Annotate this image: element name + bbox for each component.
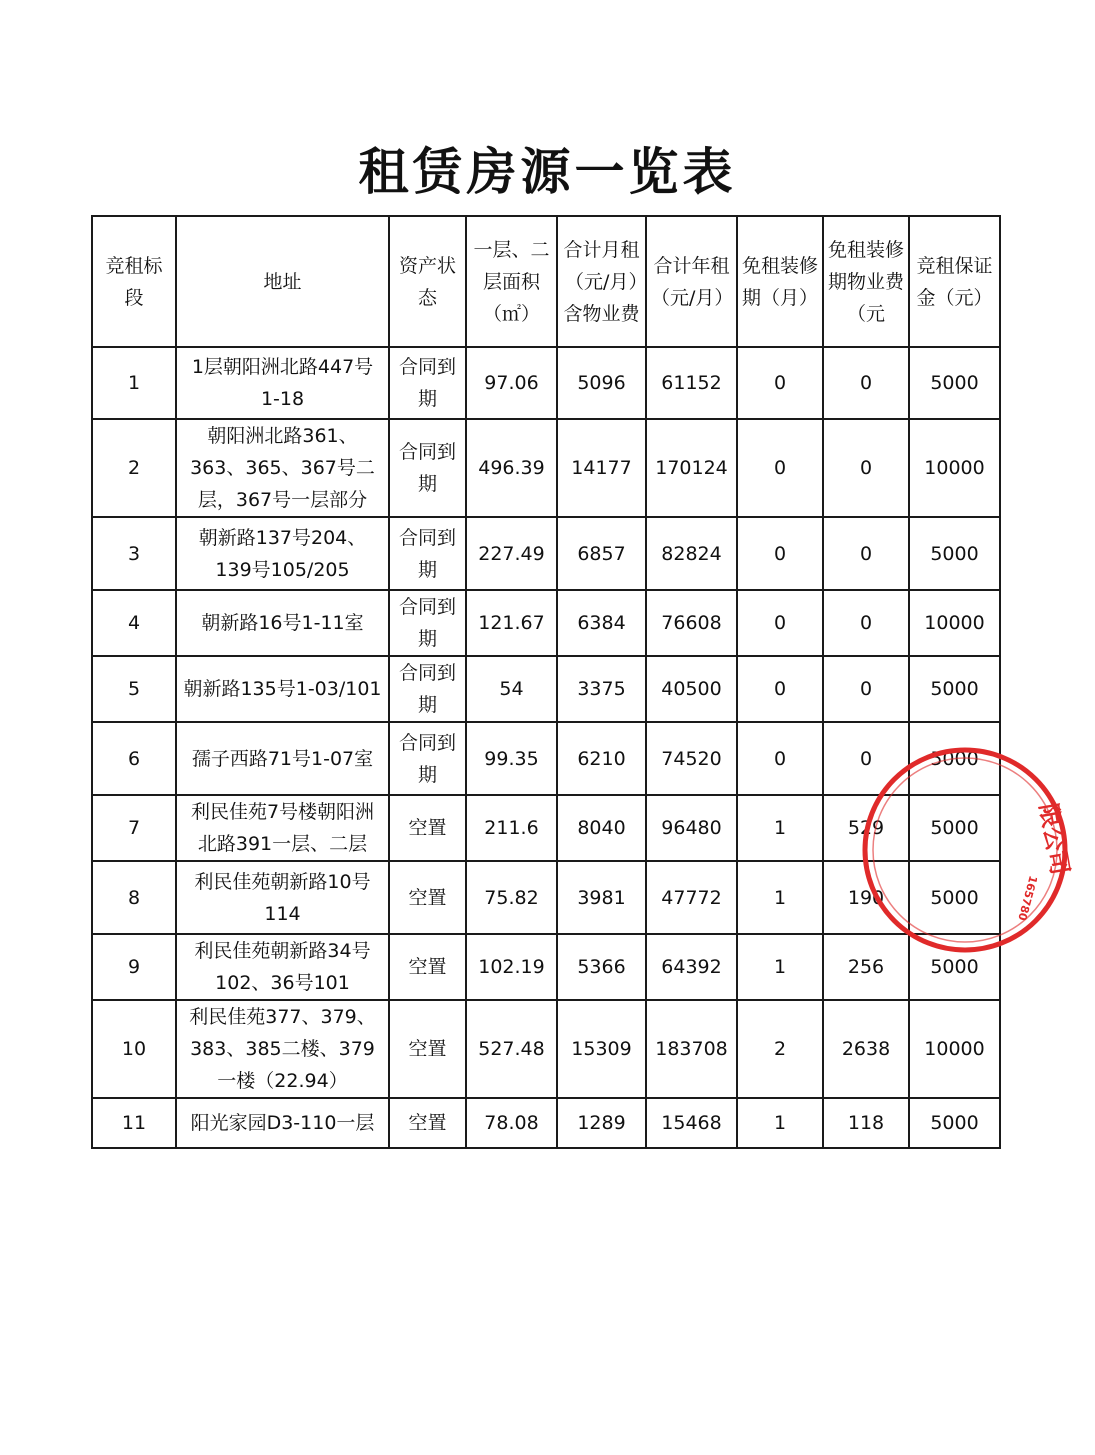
cell-deposit: 10000 bbox=[909, 590, 1000, 656]
header-free-fee: 免租装修期物业费（元 bbox=[823, 216, 909, 347]
cell-address: 朝新路16号1-11室 bbox=[176, 590, 389, 656]
header-lot: 竞租标段 bbox=[92, 216, 176, 347]
cell-monthly-rent: 15309 bbox=[557, 1000, 646, 1098]
table-row bbox=[92, 656, 1000, 722]
cell-status: 空置 bbox=[389, 795, 466, 861]
cell-deposit: 5000 bbox=[909, 1098, 1000, 1148]
cell-status: 合同到期 bbox=[389, 590, 466, 656]
cell-lot: 3 bbox=[92, 517, 176, 590]
cell-annual-rent: 96480 bbox=[646, 795, 737, 861]
cell-lot: 7 bbox=[92, 795, 176, 861]
header-monthly-rent: 合计月租（元/月）含物业费 bbox=[557, 216, 646, 347]
header-address: 地址 bbox=[176, 216, 389, 347]
cell-free-months: 1 bbox=[737, 1098, 823, 1148]
cell-monthly-rent: 8040 bbox=[557, 795, 646, 861]
cell-monthly-rent: 6384 bbox=[557, 590, 646, 656]
cell-address: 朝新路135号1-03/101 bbox=[176, 656, 389, 722]
cell-free-months: 0 bbox=[737, 722, 823, 795]
rental-table bbox=[91, 215, 1001, 1149]
cell-monthly-rent: 1289 bbox=[557, 1098, 646, 1148]
cell-monthly-rent: 5366 bbox=[557, 934, 646, 1000]
header-status: 资产状态 bbox=[389, 216, 466, 347]
cell-free-fee: 0 bbox=[823, 347, 909, 419]
cell-free-fee: 256 bbox=[823, 934, 909, 1000]
header-free-months: 免租装修期（月） bbox=[737, 216, 823, 347]
cell-address: 利民佳苑377、379、383、385二楼、379一楼（22.94） bbox=[176, 1000, 389, 1098]
cell-status: 合同到期 bbox=[389, 419, 466, 517]
table-row bbox=[92, 934, 1000, 1000]
cell-area: 211.6 bbox=[466, 795, 557, 861]
cell-status: 空置 bbox=[389, 934, 466, 1000]
header-area: 一层、二层面积（㎡） bbox=[466, 216, 557, 347]
cell-free-fee: 0 bbox=[823, 419, 909, 517]
cell-monthly-rent: 3981 bbox=[557, 861, 646, 934]
cell-area: 227.49 bbox=[466, 517, 557, 590]
cell-deposit: 10000 bbox=[909, 419, 1000, 517]
cell-annual-rent: 15468 bbox=[646, 1098, 737, 1148]
table-row bbox=[92, 347, 1000, 419]
cell-status: 空置 bbox=[389, 1098, 466, 1148]
cell-area: 527.48 bbox=[466, 1000, 557, 1098]
cell-lot: 2 bbox=[92, 419, 176, 517]
cell-lot: 10 bbox=[92, 1000, 176, 1098]
seal-code: 165780 bbox=[1015, 874, 1040, 922]
cell-area: 97.06 bbox=[466, 347, 557, 419]
cell-monthly-rent: 6857 bbox=[557, 517, 646, 590]
cell-free-fee: 190 bbox=[823, 861, 909, 934]
cell-status: 合同到期 bbox=[389, 347, 466, 419]
seal-text: 限公司 bbox=[1034, 801, 1075, 877]
cell-free-months: 0 bbox=[737, 419, 823, 517]
cell-deposit: 10000 bbox=[909, 1000, 1000, 1098]
cell-lot: 4 bbox=[92, 590, 176, 656]
cell-area: 121.67 bbox=[466, 590, 557, 656]
header-deposit: 竞租保证金（元） bbox=[909, 216, 1000, 347]
cell-area: 496.39 bbox=[466, 419, 557, 517]
cell-annual-rent: 170124 bbox=[646, 419, 737, 517]
cell-address: 利民佳苑朝新路34号102、36号101 bbox=[176, 934, 389, 1000]
cell-free-fee: 2638 bbox=[823, 1000, 909, 1098]
cell-monthly-rent: 3375 bbox=[557, 656, 646, 722]
cell-address: 阳光家园D3-110一层 bbox=[176, 1098, 389, 1148]
cell-free-months: 2 bbox=[737, 1000, 823, 1098]
cell-deposit: 5000 bbox=[909, 861, 1000, 934]
cell-annual-rent: 76608 bbox=[646, 590, 737, 656]
cell-deposit: 5000 bbox=[909, 795, 1000, 861]
cell-address: 利民佳苑7号楼朝阳洲北路391一层、二层 bbox=[176, 795, 389, 861]
cell-deposit: 5000 bbox=[909, 517, 1000, 590]
table-row bbox=[92, 517, 1000, 590]
cell-annual-rent: 183708 bbox=[646, 1000, 737, 1098]
cell-annual-rent: 64392 bbox=[646, 934, 737, 1000]
cell-free-months: 1 bbox=[737, 861, 823, 934]
table-row bbox=[92, 419, 1000, 517]
cell-free-fee: 118 bbox=[823, 1098, 909, 1148]
cell-free-fee: 0 bbox=[823, 656, 909, 722]
cell-monthly-rent: 5096 bbox=[557, 347, 646, 419]
cell-deposit: 5000 bbox=[909, 656, 1000, 722]
cell-free-months: 1 bbox=[737, 934, 823, 1000]
table-row bbox=[92, 722, 1000, 795]
cell-status: 空置 bbox=[389, 861, 466, 934]
cell-free-fee: 529 bbox=[823, 795, 909, 861]
cell-lot: 11 bbox=[92, 1098, 176, 1148]
cell-lot: 1 bbox=[92, 347, 176, 419]
company-seal bbox=[1010, 745, 1075, 955]
cell-address: 孺子西路71号1-07室 bbox=[176, 722, 389, 795]
cell-address: 1层朝阳洲北路447号1-18 bbox=[176, 347, 389, 419]
cell-annual-rent: 40500 bbox=[646, 656, 737, 722]
table-row bbox=[92, 1098, 1000, 1148]
cell-address: 朝阳洲北路361、363、365、367号二层，367号一层部分 bbox=[176, 419, 389, 517]
cell-monthly-rent: 14177 bbox=[557, 419, 646, 517]
cell-free-months: 0 bbox=[737, 656, 823, 722]
page-title: 租赁房源一览表 bbox=[358, 142, 737, 201]
cell-area: 99.35 bbox=[466, 722, 557, 795]
cell-status: 合同到期 bbox=[389, 722, 466, 795]
cell-area: 102.19 bbox=[466, 934, 557, 1000]
cell-status: 合同到期 bbox=[389, 656, 466, 722]
header-annual-rent: 合计年租（元/月） bbox=[646, 216, 737, 347]
cell-free-months: 0 bbox=[737, 517, 823, 590]
table-row bbox=[92, 1000, 1000, 1098]
cell-lot: 6 bbox=[92, 722, 176, 795]
cell-deposit: 5000 bbox=[909, 934, 1000, 1000]
cell-area: 78.08 bbox=[466, 1098, 557, 1148]
header-row bbox=[92, 216, 1000, 347]
table-row bbox=[92, 590, 1000, 656]
cell-annual-rent: 74520 bbox=[646, 722, 737, 795]
cell-annual-rent: 82824 bbox=[646, 517, 737, 590]
cell-lot: 9 bbox=[92, 934, 176, 1000]
cell-address: 利民佳苑朝新路10号114 bbox=[176, 861, 389, 934]
cell-address: 朝新路137号204、139号105/205 bbox=[176, 517, 389, 590]
cell-free-months: 0 bbox=[737, 347, 823, 419]
cell-area: 54 bbox=[466, 656, 557, 722]
cell-deposit: 5000 bbox=[909, 722, 1000, 795]
table-row bbox=[92, 861, 1000, 934]
cell-annual-rent: 61152 bbox=[646, 347, 737, 419]
cell-status: 合同到期 bbox=[389, 517, 466, 590]
cell-lot: 5 bbox=[92, 656, 176, 722]
cell-free-months: 1 bbox=[737, 795, 823, 861]
cell-deposit: 5000 bbox=[909, 347, 1000, 419]
cell-free-months: 0 bbox=[737, 590, 823, 656]
cell-free-fee: 0 bbox=[823, 590, 909, 656]
cell-lot: 8 bbox=[92, 861, 176, 934]
cell-free-fee: 0 bbox=[823, 517, 909, 590]
cell-status: 空置 bbox=[389, 1000, 466, 1098]
cell-monthly-rent: 6210 bbox=[557, 722, 646, 795]
cell-annual-rent: 47772 bbox=[646, 861, 737, 934]
cell-free-fee: 0 bbox=[823, 722, 909, 795]
cell-area: 75.82 bbox=[466, 861, 557, 934]
